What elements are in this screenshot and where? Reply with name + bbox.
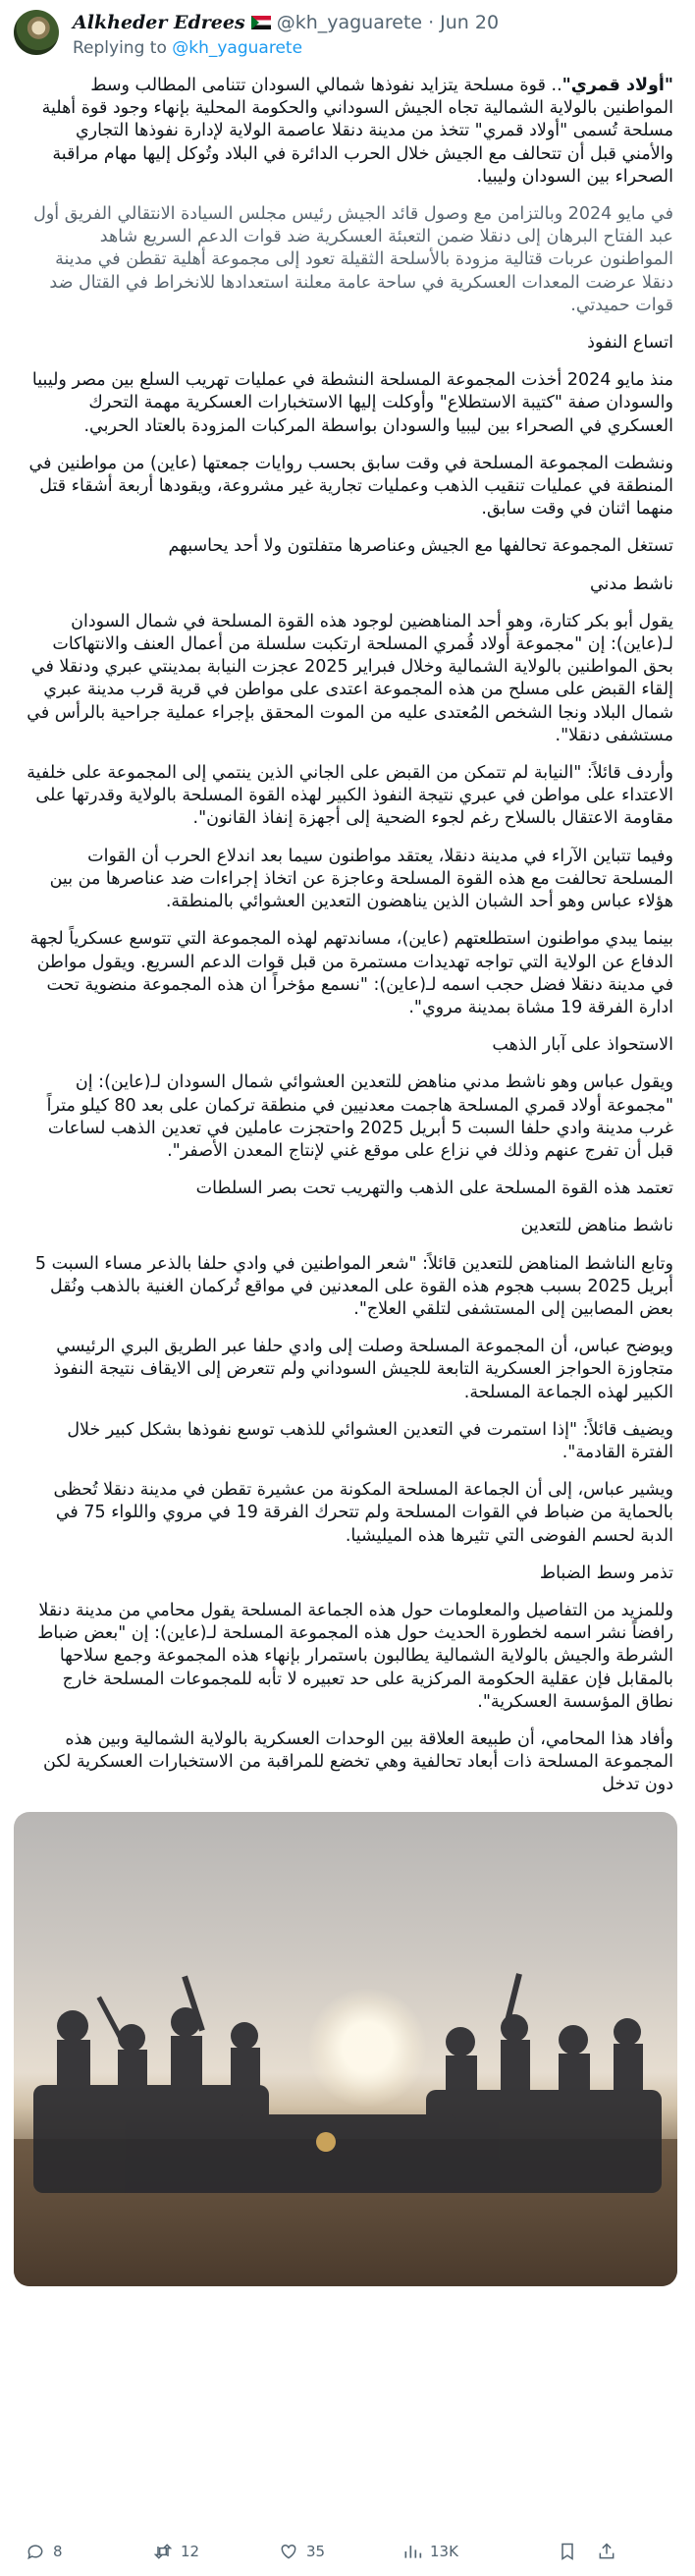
intro-text: .. قوة مسلحة يتزايد نفوذها شمالي السودان تتنامى المطالب وسط المواطنين بالولاية الشمالية تجاه الجيش السوداني والحكومة المحلية بإنهاء وجود قوة أهلية مسلحة تُسمى "أولاد قمري" تتخذ من مدينة دنقلا عاصمة الولاية لإدارة نفوذها التجاري والأمني قبل أن تتحالف مع الجيش خلال الحرب الدائرة في البلاد وتُوكل إليها مهام مراقبة الصحراء بين السودان وليبيا. — [41, 76, 673, 187]
repost-count: 12 — [181, 2543, 200, 2560]
paragraph-gold-mining: ونشطت المجموعة المسلحة في وقت سابق بحسب روايات جمعتها (عاين) من مواطنين في المنطقة في عمليات تنقيب الذهب وعمليات تجارية غير مشروعة، ويقودها أربعة أشقاء قتل منهما اثنان في وقت سابق. — [28, 453, 673, 520]
like-count: 35 — [306, 2543, 326, 2560]
bookmark-button[interactable] — [558, 2542, 597, 2561]
sudan-flag-icon — [251, 16, 271, 29]
name-row — [73, 12, 499, 33]
replying-to — [73, 38, 499, 58]
paragraph-checkpoints: ويوضح عباس، أن المجموعة المسلحة وصلت إلى وادي حلفا عبر الطريق البري الرئيسي متجاوزة الحواجز العسكرية التابعة للجيش السوداني ولم تتعرض إلى الايقاف نتيجة النفوذ الكبير لهذه الجماعة المسلحة. — [53, 1337, 673, 1402]
paragraph-intro — [22, 75, 673, 189]
heading-gold-wells: الاستحواذ على آبار الذهب — [492, 1035, 673, 1056]
heading-officers-discontent: تذمر وسط الضباط — [539, 1562, 673, 1583]
replying-to-label: Replying to — [73, 38, 167, 58]
share-icon — [597, 2542, 616, 2561]
heading-relies-on-gold: تعتمد هذه القوة المسلحة على الذهب والتهريب تحت بصر السلطات — [195, 1178, 673, 1199]
paragraph-abubakr-quote: يقول أبو بكر كتارة، وهو أحد المناهضين لوجود هذه القوة المسلحة في شمال السودان لـ(عاين): إن "مجموعة أولاد قُمري المسلحة ارتكبت سلسلة من أعمال العنف والانتهاكات بحق المواطنين بالولاية الشمالية وخلال فبراير 2025 عجزت النيابة بمدينتي عبري ودنقلا في إلقاء القبض على مسلح من هذه المجموعة اعتدى على مواطن في قرية قرب مدينة عبري شمال البلاد ونجا الشخص المُعتدى عليه من الموت المحقق بإجراء عملية جراحية بالرأس في مستشفى دنقلا". — [27, 611, 673, 745]
reply-icon — [26, 2542, 45, 2561]
paragraph-lawyer: وللمزيد من التفاصيل والمعلومات حول هذه الجماعة المسلحة يقول محامي من مدينة دنقلا رافضاً نشر اسمه لخطورة الحديث حول هذه المجموعة المسلحة لـ(عاين): إن "بعض ضباط الشرطة والجيش بالولاية الشمالية يطالبون باستمرار بإنهاء هذه المجموعة وجمع سلاحها بالمقابل فإن عقلية الحكومة المركزية على حد تعبيره لا تأبه للمجموعات المسلحة خارج نطاق المؤسسة العسكرية". — [37, 1600, 673, 1712]
user-handle[interactable]: @kh_yaguarete — [276, 12, 423, 33]
reply-count: 8 — [53, 2543, 63, 2560]
bookmark-icon — [558, 2542, 577, 2561]
heart-icon — [279, 2542, 298, 2561]
paragraph-prosecution: وأردف قائلاً: "النيابة لم تتمكن من القبض على الجاني الذين ينتمي إلى المجموعة على خلفية الاعتداء على مواطن في عبري نتيجة النفوذ الكبير لهذه القوة المسلحة بالولاية وقدرتها على مقاومة الاعتقال بالسلاح رغم لجوء الضحية إلى أجهزة إنفاذ القانون". — [27, 763, 673, 829]
tweet-timestamp[interactable]: Jun 20 — [440, 12, 500, 33]
avatar[interactable] — [14, 10, 59, 55]
tweet-actions — [0, 2537, 695, 2566]
paragraph-wadi-halfa-panic: وتابع الناشط المناهض للتعدين قائلاً: "شعر المواطنين في وادي حلفا بالذعر مساء السبت 5 أبريل 2025 بسبب هجوم هذه القوة على المعدنين في مواقع تُركمان الغنية بالذهب ونُقل بعض المصابين إلى المستشفى لتلقي العلاج". — [34, 1253, 673, 1319]
paragraph-alliance-nature: وأفاد هذا المحامي، أن طبيعة العلاقة بين الوحدات العسكرية بالولاية الشمالية وبين هذه المجموعة المسلحة ذات أبعاد تحالفية وهي تخضع للمراقبة من الاستخبارات العسكرية لكن دون تدخل — [43, 1728, 673, 1795]
paragraph-supporters: بينما يبدي مواطنون استطلعتهم (عاين)، مساندتهم لهذه المجموعة التي تتوسع عسكرياً لجهة الدفاع عن الولاية التي تواجه تهديدات مستمرة من قبل قوات الدعم السريع. ويقول مواطن في مدينة دنقلا فضل حجب اسمه لـ(عاين): "نسمع مؤخراً ان هذه المجموعة منضوية تحت ادارة الفرقة 19 مشاة بمدينة مروي". — [29, 929, 673, 1017]
photo-fighters-silhouettes — [14, 1967, 677, 2193]
repost-button[interactable] — [153, 2542, 279, 2561]
tweet-photo[interactable] — [14, 1812, 677, 2286]
heading-civil-activist: ناشط مدني — [589, 574, 673, 594]
view-count: 13K — [430, 2543, 458, 2560]
separator-dot: · — [428, 12, 435, 33]
tweet-meta — [73, 10, 499, 58]
views-icon — [402, 2542, 422, 2561]
intro-bold-title: "أولاد قمري" — [561, 76, 673, 95]
heading-anti-mining-activist: ناشط مناهض للتعدين — [520, 1216, 673, 1236]
tweet-body — [14, 75, 673, 1797]
paragraph-influence-growth: ويضيف قائلاً: "إذا استمرت في التعدين العشوائي للذهب توسع نفوذها بشكل كبير خلال الفترة القادمة". — [67, 1419, 673, 1462]
heading-expansion: اتساع النفوذ — [587, 333, 673, 354]
share-button[interactable] — [597, 2542, 626, 2561]
paragraph-recon-battalion: منذ مايو 2024 أخذت المجموعة المسلحة النشطة في عمليات تهريب السلع بين مصر وليبيا والسودان صفة "كتيبة الاستطلاع" وأوكلت إليها الاستخبارات العسكرية مهمة التحرك العسكري في الصحراء بين ليبيا والسودان بواسطة المركبات المزودة بالعتاد الحربي. — [31, 370, 673, 436]
paragraph-protection: ويشير عباس، إلى أن الجماعة المسلحة المكونة من عشيرة تقطن في مدينة دنقلا تُحظى بالحماية من ضباط في القوات المسلحة ولم تتحرك الفرقة 19 في مروي واللواء 75 في الدبة لحسم الفوضى التي تثيرها هذه الميليشيا. — [53, 1480, 673, 1546]
paragraph-turkman-attack: ويقول عباس وهو ناشط مدني مناهض للتعدين العشوائي شمال السودان لـ(عاين): إن "مجموعة أولاد قمري المسلحة هاجمت معدنيين في منطقة تركمان على بعد 80 كيلو متراً غرب مدينة وادي حلفا السبت 5 أبريل 2025 واحتجزت عاملين في تعدين الذهب لساعات قبل أن تفرج عنهم وذلك في نزاع على موقع غني لإنتاج المعدن الأصفر". — [46, 1072, 673, 1161]
replying-to-handle-link[interactable]: @kh_yaguarete — [172, 38, 303, 58]
views-button[interactable] — [402, 2542, 558, 2561]
tweet-header — [14, 10, 673, 65]
paragraph-divided-opinions: وفيما تتباين الآراء في مدينة دنقلا، يعتقد مواطنون سيما بعد اندلاع الحرب أن القوات المسلحة تحالفت مع هذه القوة المسلحة وعاجزة عن اتخاذ إجراءات ضد عناصرها من بين هؤلاء عباس وهو أحد الشبان الذين يناهضون التعدين العشوائي بالمنطقة. — [49, 846, 673, 912]
display-name[interactable]: Alkheder Edrees — [73, 12, 245, 33]
like-button[interactable] — [279, 2542, 402, 2561]
heading-exploits-alliance: تستغل المجموعة تحالفها مع الجيش وعناصرها متفلتون ولا أحد يحاسبهم — [168, 536, 673, 557]
reply-button[interactable] — [26, 2542, 153, 2561]
paragraph-may-2024: في مايو 2024 وبالتزامن مع وصول قائد الجيش رئيس مجلس السيادة الانتقالي الفريق أول عبد الفتاح البرهان إلى دنقلا ضمن التعبئة العسكرية ضد قوات الدعم السريع شاهد المواطنون عربات قتالية مزودة بالأسلحة الثقيلة تعود إلى مجموعة أهلية تقطن في مدينة دنقلا عرضت المعدات العسكرية في ساحة عامة معلنة استعدادها للانخراط في القتال ضد قوات حميدتي. — [33, 204, 673, 315]
repost-icon — [153, 2542, 173, 2561]
